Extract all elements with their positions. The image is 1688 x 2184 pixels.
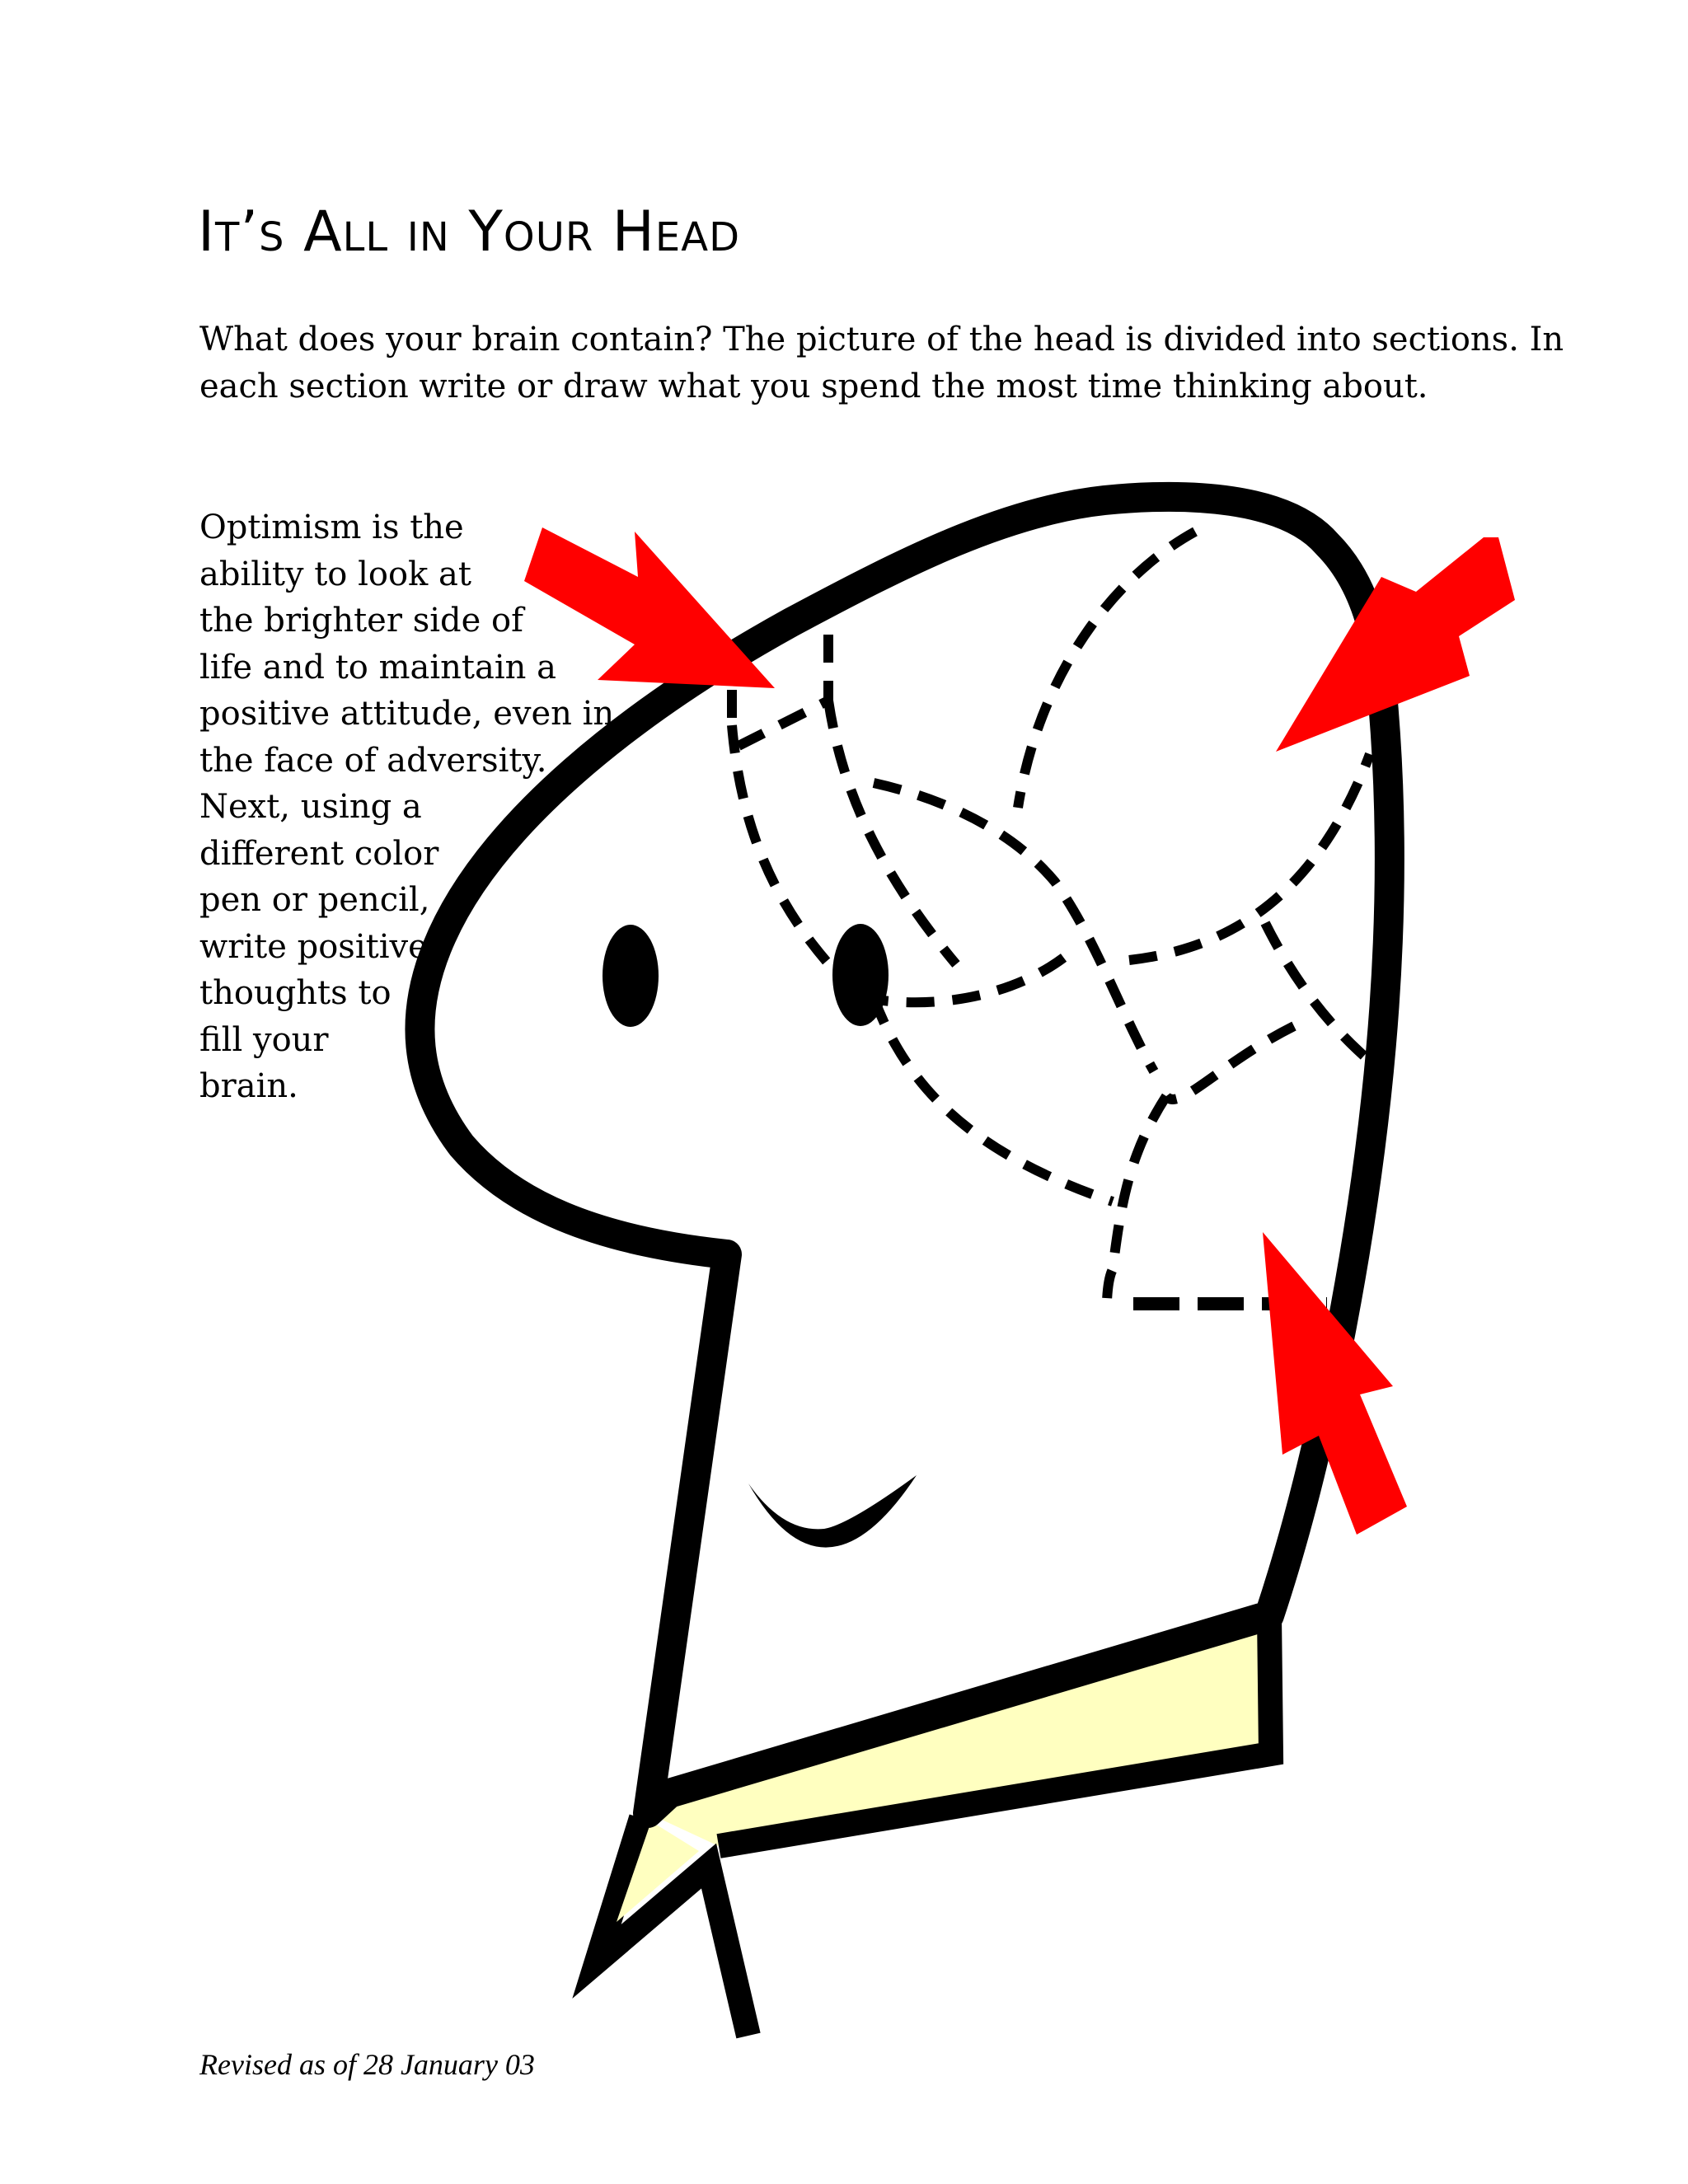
optimism-paragraph — [199, 504, 614, 1110]
side-text-line: life and to maintain a — [199, 648, 556, 687]
intro-line: each section write or draw what you spend the most time thinking about. — [199, 368, 1428, 405]
side-text-line: the brighter side of — [199, 602, 523, 640]
side-text-line: different color — [199, 834, 439, 873]
side-text-line: Optimism is the — [199, 509, 464, 546]
intro-line: What does your brain contain? The picture of the head is divided into sections. In — [199, 321, 1564, 359]
side-text-line: pen or pencil, — [199, 881, 430, 919]
side-text-line: thoughts to — [199, 974, 392, 1012]
revision-date: Revised as of 28 January 03 — [199, 2048, 535, 2081]
side-text-line: Next, using a — [199, 788, 422, 826]
side-text-line: positive attitude, even in — [199, 695, 615, 733]
side-text-line: fill your — [199, 1020, 329, 1059]
side-text-line: the face of adversity. — [199, 741, 547, 780]
side-text-line: write positive — [199, 927, 428, 966]
side-text-line: brain. — [199, 1067, 298, 1105]
page-title: It’s All in Your Head — [198, 199, 741, 265]
side-text-line: ability to look at — [199, 555, 471, 593]
